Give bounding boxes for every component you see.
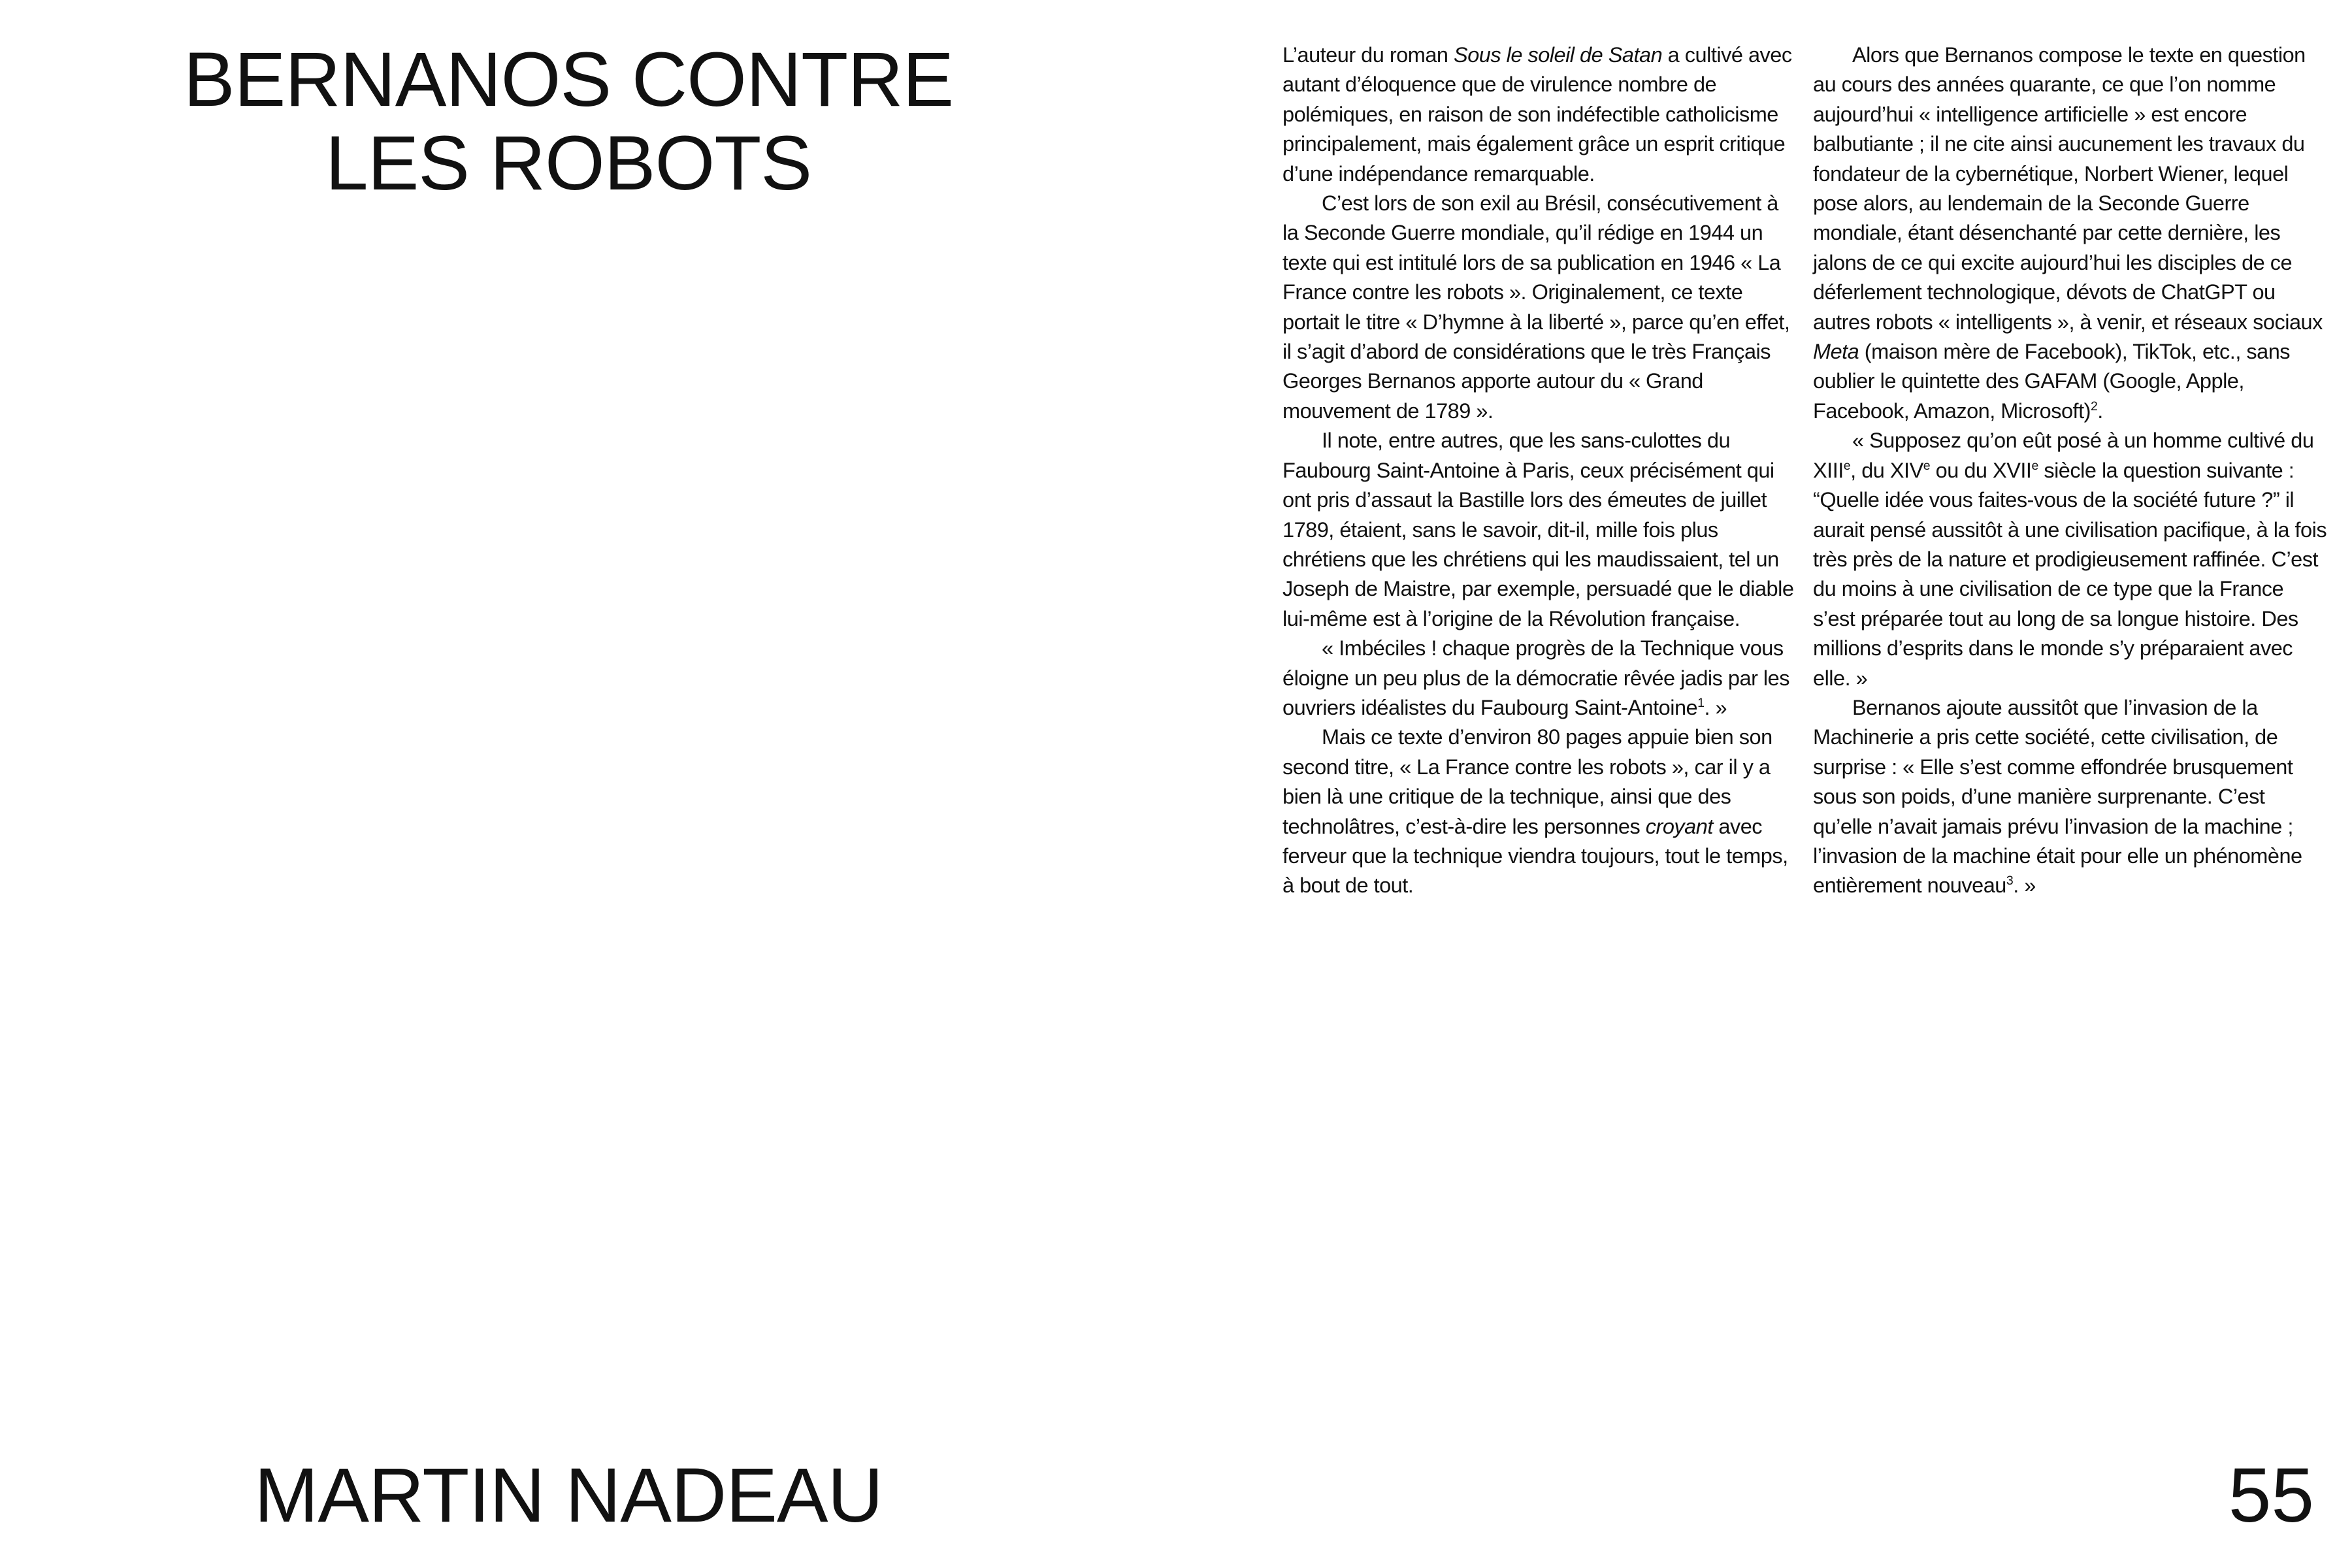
article-title-line-1: BERNANOS CONTRE: [183, 37, 954, 123]
text-run: . »: [1704, 695, 1727, 719]
paragraph: [1813, 426, 2329, 693]
paragraph: [1813, 41, 2329, 426]
text-run: Bernanos ajoute aussitôt que l’invasion de la Machinerie a pris cette société, cette civilisation, de surprise : « Elle s’est comme effondrée brusquement sous son poids, d’une manière surprenante. C’est qu’elle n’avait jamais prévu l’invasion de la machine ; l’invasion de la machine était pour elle un phénomène entièrement nouveau: [1813, 695, 2302, 898]
article-title-line-2: LES ROBOTS: [325, 120, 812, 206]
paragraph: [1813, 693, 2329, 901]
ordinal-suffix: e: [1843, 458, 1851, 473]
quote-text: « Imbéciles ! chaque progrès de la Technique vous éloigne un peu plus de la démocratie rêvée jadis par les ouvriers idéalistes du Faubourg Saint-Antoine: [1282, 636, 1789, 719]
text-run: a cultivé avec autant d’éloquence que de virulence nombre de polémiques, en raison de son indéfectible catholicisme principalement, mais également grâce un esprit critique d’une indépendance remarquable.: [1282, 43, 1792, 186]
text-column-right: [1813, 41, 2329, 901]
paragraph: [1282, 723, 1799, 900]
ordinal-suffix: e: [2031, 458, 2038, 473]
text-run: avec ferveur que la technique viendra toujours, tout le temps, à bout de tout.: [1282, 814, 1788, 898]
quote-text: « Supposez qu’on eût posé à un homme cultivé du XIII: [1813, 429, 2314, 482]
text-run: , du XIV: [1850, 458, 1923, 482]
author-name: MARTIN NADEAU: [254, 1452, 883, 1539]
emphasis: croyant: [1645, 814, 1713, 838]
text-run: ou du XVII: [1930, 458, 2032, 482]
article-title: [131, 38, 1006, 205]
page-number: 55: [2228, 1452, 2314, 1539]
text-run: Alors que Bernanos compose le texte en question au cours des années quarante, ce que l’on nomme aujourd’hui « intelligence artificielle » est encore balbutiante ; il ne cite ainsi aucunement les travaux du fondateur de la cybernétique, Norbert Wiener, lequel pose alors, au lendemain de la Seconde Guerre mondiale, étant désenchanté par cette dernière, les jalons de ce qui excite aujourd’hui les disciples de ce déferlement technologique, dévots de ChatGPT ou autres robots « intelligents », à venir, et réseaux sociaux: [1813, 43, 2323, 334]
text-run: . »: [2013, 874, 2036, 898]
book-title: Sous le soleil de Satan: [1454, 43, 1663, 67]
text-run: .: [2097, 399, 2103, 423]
text-run: Mais ce texte d’environ 80 pages appuie bien son second titre, « La France contre les robots », car il y a bien là une critique de la technique, ainsi que des technolâtres, c’est-à-dire les personnes: [1282, 725, 1772, 838]
emphasis: Meta: [1813, 340, 1859, 364]
footnote-marker: 3: [2006, 874, 2014, 889]
paragraph: Il note, entre autres, que les sans-culottes du Faubourg Saint-Antoine à Paris, ceux précisément qui ont pris d’assaut la Bastille lors des émeutes de juillet 1789, étaient, sans le savoir, dit-il, mille fois plus chrétiens que les chrétiens qui les maudissaient, tel un Joseph de Maistre, par exemple, persuadé que le diable lui-même est à l’origine de la Révolution française.: [1282, 429, 1794, 630]
text-column-left: [1282, 41, 1799, 901]
text-run: siècle la question suivante : “Quelle idée vous faites-vous de la société future ?” il aurait pensé aussitôt à une civilisation pacifique, à la fois très près de la nature et prodigieusement raffinée. C’est du moins à une civilisation de ce type que la France s’est préparée tout au long de sa longue histoire. Des millions d’esprits dans le monde s’y préparaient avec elle. »: [1813, 458, 2327, 690]
paragraph: [1282, 41, 1799, 189]
footnote-marker: 2: [2090, 399, 2098, 414]
paragraph: C’est lors de son exil au Brésil, consécutivement à la Seconde Guerre mondiale, qu’il rédige en 1944 un texte qui est intitulé lors de sa publication en 1946 « La France contre les robots ». Originalement, ce texte portait le titre « D’hymne à la liberté », parce qu’en effet, il s’agit d’abord de considérations que le très Français Georges Bernanos apporte autour du « Grand mouvement de 1789 ».: [1282, 191, 1790, 423]
text-run: (maison mère de Facebook), TikTok, etc., sans oublier le quintette des GAFAM (Google, Apple, Facebook, Amazon, Microsoft): [1813, 340, 2291, 423]
ordinal-suffix: e: [1923, 458, 1931, 473]
paragraph: [1282, 634, 1799, 723]
text-run: L’auteur du roman: [1282, 43, 1454, 67]
footnote-marker: 1: [1697, 696, 1705, 711]
